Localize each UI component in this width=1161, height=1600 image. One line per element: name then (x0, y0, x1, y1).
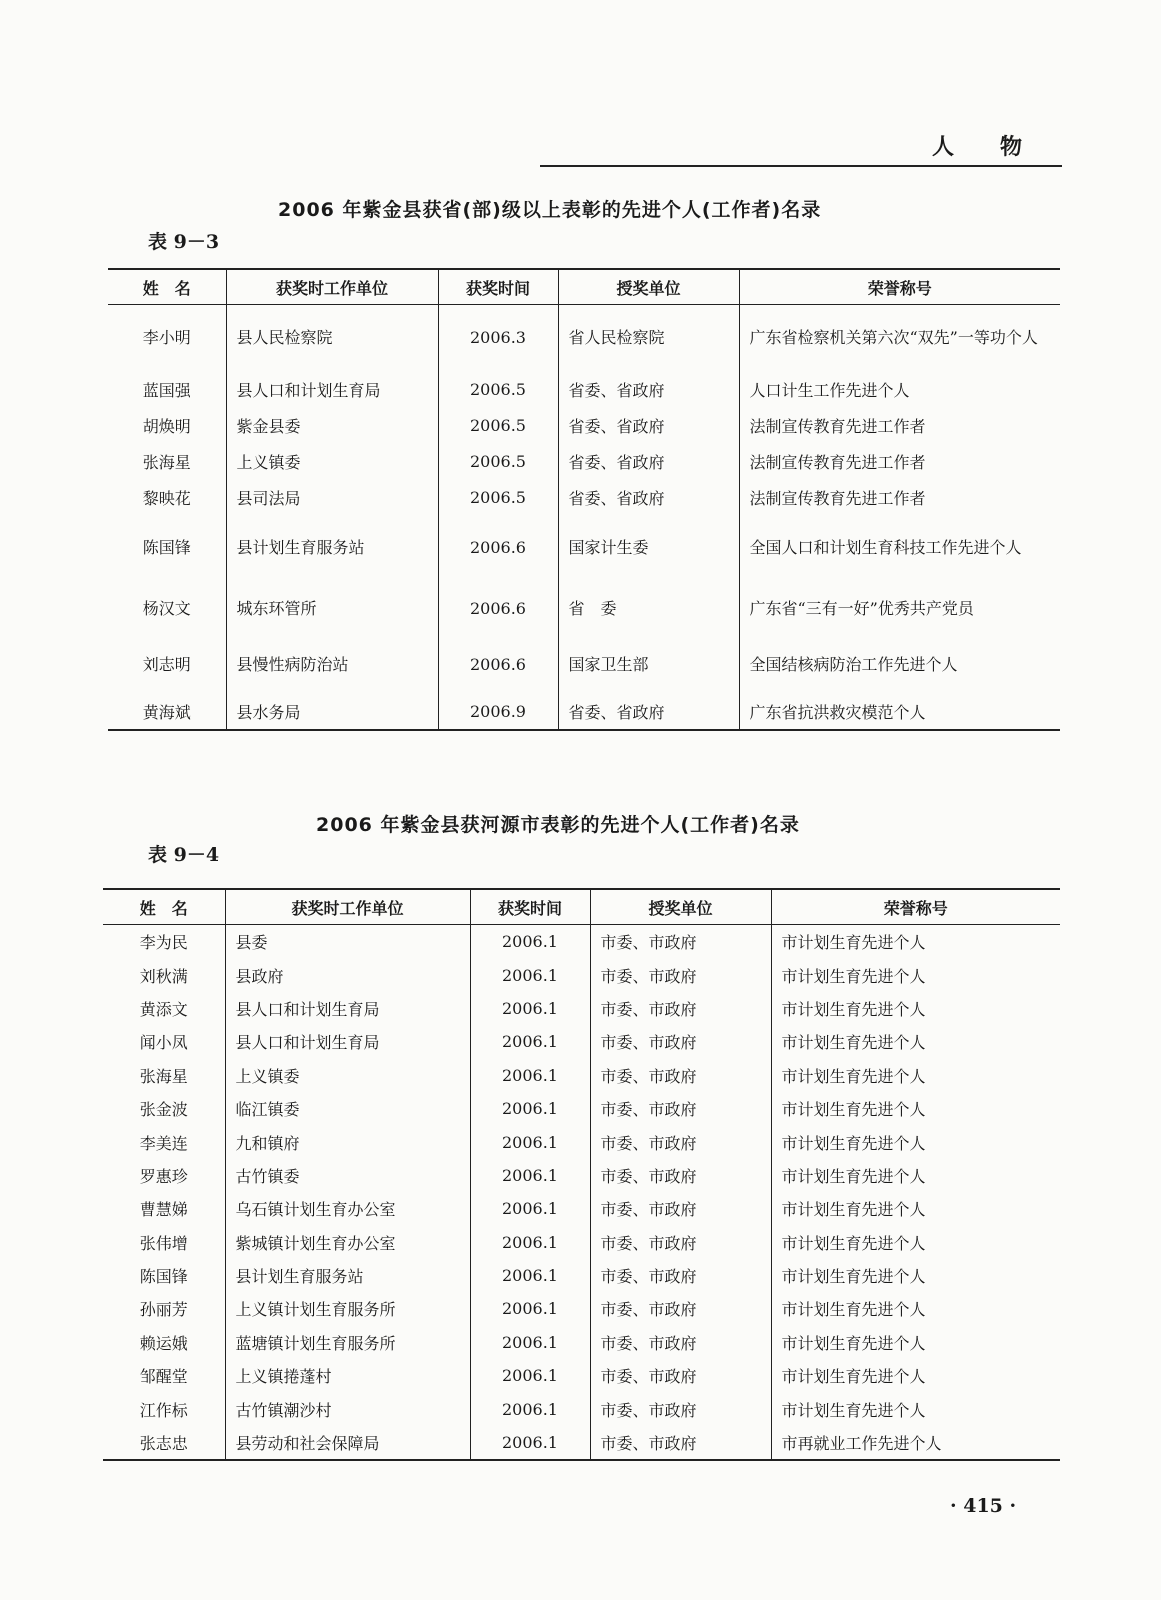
cell-honor: 市计划生育先进个人 (771, 992, 1060, 1025)
table-row (108, 479, 1060, 515)
column-header-unit: 获奖时工作单位 (225, 889, 470, 925)
table-row (103, 925, 1060, 959)
cell-grantor: 国家卫生部 (558, 637, 739, 693)
table-row (108, 637, 1060, 693)
cell-unit: 乌石镇计划生育办公室 (225, 1192, 470, 1225)
cell-date: 2006.1 (470, 925, 590, 959)
cell-name: 江作标 (139, 1400, 188, 1420)
cell-grantor: 省委、省政府 (558, 693, 739, 730)
cell-unit: 县司法局 (226, 479, 438, 515)
cell-honor: 市计划生育先进个人 (771, 1326, 1060, 1359)
cell-grantor: 市委、市政府 (590, 1359, 771, 1392)
cell-name: 张志忠 (139, 1434, 188, 1454)
cell-grantor: 市委、市政府 (590, 1159, 771, 1192)
column-header-grantor: 授奖单位 (590, 889, 771, 925)
cell-name: 蓝国强 (142, 380, 191, 400)
table-row (103, 1025, 1060, 1058)
cell-unit: 县人口和计划生育局 (225, 1025, 470, 1058)
cell-unit: 县人口和计划生育局 (226, 371, 438, 407)
cell-honor: 市计划生育先进个人 (771, 1226, 1060, 1259)
cell-honor: 法制宣传教育先进工作者 (739, 407, 1060, 443)
cell-date: 2006.1 (470, 992, 590, 1025)
cell-grantor: 市委、市政府 (590, 1426, 771, 1460)
cell-unit: 九和镇府 (225, 1125, 470, 1158)
table-row (103, 1092, 1060, 1125)
cell-name: 赖运娥 (139, 1333, 188, 1353)
cell-date: 2006.5 (438, 479, 558, 515)
cell-honor: 市计划生育先进个人 (771, 958, 1060, 991)
cell-grantor: 市委、市政府 (590, 925, 771, 959)
cell-grantor: 市委、市政府 (590, 1259, 771, 1292)
cell-unit: 上义镇捲蓬村 (225, 1359, 470, 1392)
table-row (103, 1226, 1060, 1259)
table-9-3 (108, 268, 1060, 731)
column-header-date: 获奖时间 (470, 889, 590, 925)
column-header-date: 获奖时间 (438, 269, 558, 305)
table-row (108, 581, 1060, 637)
cell-date: 2006.3 (438, 305, 558, 372)
cell-grantor: 市委、市政府 (590, 1392, 771, 1425)
cell-date: 2006.1 (470, 1326, 590, 1359)
cell-honor: 市计划生育先进个人 (771, 1392, 1060, 1425)
cell-name: 邹醒堂 (139, 1367, 188, 1387)
table-row (103, 1059, 1060, 1092)
cell-honor: 市计划生育先进个人 (771, 1359, 1060, 1392)
cell-unit: 紫城镇计划生育办公室 (225, 1226, 470, 1259)
table-row (103, 958, 1060, 991)
cell-unit: 县劳动和社会保障局 (225, 1426, 470, 1460)
table-row (103, 1292, 1060, 1325)
cell-honor: 广东省检察机关第六次“双先”一等功个人 (739, 305, 1060, 372)
cell-honor: 市再就业工作先进个人 (771, 1426, 1060, 1460)
table-9-4 (103, 888, 1060, 1461)
cell-unit: 县慢性病防治站 (226, 637, 438, 693)
table-row (103, 1259, 1060, 1292)
cell-unit: 县计划生育服务站 (225, 1259, 470, 1292)
cell-grantor: 市委、市政府 (590, 958, 771, 991)
cell-date: 2006.1 (470, 958, 590, 991)
cell-unit: 县人口和计划生育局 (225, 992, 470, 1025)
column-header-unit: 获奖时工作单位 (226, 269, 438, 305)
cell-honor: 全国人口和计划生育科技工作先进个人 (739, 515, 1060, 581)
cell-grantor: 国家计生委 (558, 515, 739, 581)
cell-date: 2006.6 (438, 581, 558, 637)
table-row (103, 1359, 1060, 1392)
table-row (103, 1125, 1060, 1158)
cell-unit: 上义镇委 (226, 443, 438, 479)
table-row (108, 693, 1060, 730)
cell-honor: 市计划生育先进个人 (771, 1259, 1060, 1292)
cell-date: 2006.1 (470, 1426, 590, 1460)
cell-date: 2006.1 (470, 1092, 590, 1125)
cell-date: 2006.1 (470, 1359, 590, 1392)
cell-grantor: 市委、市政府 (590, 1226, 771, 1259)
cell-date: 2006.1 (470, 1159, 590, 1192)
cell-name: 罗惠珍 (139, 1166, 188, 1186)
table-row (108, 407, 1060, 443)
cell-name: 黄添文 (139, 999, 188, 1019)
cell-grantor: 省人民检察院 (558, 305, 739, 372)
cell-unit: 紫金县委 (226, 407, 438, 443)
cell-grantor: 市委、市政府 (590, 1125, 771, 1158)
cell-date: 2006.1 (470, 1192, 590, 1225)
cell-honor: 法制宣传教育先进工作者 (739, 479, 1060, 515)
cell-name: 胡焕明 (142, 416, 191, 436)
cell-grantor: 省委、省政府 (558, 479, 739, 515)
section-title-char-2: 物 (1000, 135, 1023, 160)
cell-honor: 广东省抗洪救灾模范个人 (739, 693, 1060, 730)
table-row (108, 515, 1060, 581)
cell-date: 2006.5 (438, 371, 558, 407)
cell-name: 张金波 (139, 1100, 188, 1120)
cell-honor: 市计划生育先进个人 (771, 1025, 1060, 1058)
cell-date: 2006.6 (438, 637, 558, 693)
cell-unit: 县政府 (225, 958, 470, 991)
column-header-honor: 荣誉称号 (739, 269, 1060, 305)
cell-honor: 市计划生育先进个人 (771, 1159, 1060, 1192)
table-row (108, 305, 1060, 372)
cell-honor: 全国结核病防治工作先进个人 (739, 637, 1060, 693)
cell-honor: 市计划生育先进个人 (771, 1192, 1060, 1225)
cell-date: 2006.1 (470, 1125, 590, 1158)
cell-name: 刘秋满 (139, 966, 188, 986)
cell-unit: 古竹镇潮沙村 (225, 1392, 470, 1425)
cell-date: 2006.1 (470, 1392, 590, 1425)
column-header-grantor: 授奖单位 (558, 269, 739, 305)
cell-date: 2006.1 (470, 1292, 590, 1325)
table-row (103, 1192, 1060, 1225)
table-9-3-label: 表 9－3 (148, 231, 220, 253)
cell-unit: 城东环管所 (226, 581, 438, 637)
table-row (103, 992, 1060, 1025)
section-title-char-1: 人 (932, 135, 955, 160)
column-header-name: 姓 名 (103, 889, 225, 925)
cell-date: 2006.5 (438, 443, 558, 479)
cell-name: 刘志明 (142, 655, 191, 674)
cell-name: 曹慧娣 (139, 1200, 188, 1220)
cell-unit: 上义镇计划生育服务所 (225, 1292, 470, 1325)
table-9-3-caption: 2006 年紫金县获省(部)级以上表彰的先进个人(工作者)名录 (278, 199, 822, 221)
table-row (108, 371, 1060, 407)
cell-name: 黎映花 (142, 488, 191, 508)
cell-unit: 县人民检察院 (226, 305, 438, 372)
cell-name: 闻小凤 (139, 1033, 188, 1053)
cell-grantor: 市委、市政府 (590, 1092, 771, 1125)
cell-name: 张海星 (139, 1066, 188, 1086)
cell-date: 2006.1 (470, 1259, 590, 1292)
cell-honor: 市计划生育先进个人 (771, 1059, 1060, 1092)
cell-honor: 市计划生育先进个人 (771, 925, 1060, 959)
column-header-name: 姓 名 (108, 269, 226, 305)
cell-grantor: 市委、市政府 (590, 1326, 771, 1359)
cell-unit: 蓝塘镇计划生育服务所 (225, 1326, 470, 1359)
cell-name: 陈国锋 (139, 1267, 188, 1287)
cell-unit: 县计划生育服务站 (226, 515, 438, 581)
cell-grantor: 市委、市政府 (590, 1025, 771, 1058)
cell-honor: 市计划生育先进个人 (771, 1125, 1060, 1158)
cell-date: 2006.1 (470, 1226, 590, 1259)
table-row (108, 443, 1060, 479)
table-row (103, 1326, 1060, 1359)
cell-date: 2006.9 (438, 693, 558, 730)
cell-grantor: 省委、省政府 (558, 443, 739, 479)
cell-unit: 临江镇委 (225, 1092, 470, 1125)
cell-honor: 广东省“三有一好”优秀共产党员 (739, 581, 1060, 637)
cell-name: 李为民 (139, 933, 188, 953)
cell-honor: 人口计生工作先进个人 (739, 371, 1060, 407)
cell-name: 黄海斌 (142, 702, 191, 722)
cell-grantor: 市委、市政府 (590, 1192, 771, 1225)
cell-name: 张海星 (142, 452, 191, 472)
cell-grantor: 省委、省政府 (558, 407, 739, 443)
cell-unit: 县水务局 (226, 693, 438, 730)
cell-honor: 市计划生育先进个人 (771, 1092, 1060, 1125)
cell-unit: 县委 (225, 925, 470, 959)
table-row (103, 1159, 1060, 1192)
table-9-4-caption: 2006 年紫金县获河源市表彰的先进个人(工作者)名录 (316, 814, 800, 836)
column-header-honor: 荣誉称号 (771, 889, 1060, 925)
page-number: · 415 · (950, 1495, 1017, 1517)
cell-grantor: 市委、市政府 (590, 1059, 771, 1092)
cell-unit: 上义镇委 (225, 1059, 470, 1092)
cell-date: 2006.6 (438, 515, 558, 581)
cell-grantor: 省 委 (558, 581, 739, 637)
table-9-4-label: 表 9－4 (148, 844, 220, 866)
table-row (103, 1392, 1060, 1425)
cell-name: 李美连 (139, 1133, 188, 1153)
cell-grantor: 省委、省政府 (558, 371, 739, 407)
cell-name: 张伟增 (139, 1233, 188, 1253)
cell-date: 2006.1 (470, 1025, 590, 1058)
header-rule (540, 165, 1062, 167)
cell-name: 杨汉文 (142, 599, 191, 618)
table-row (103, 1426, 1060, 1460)
cell-date: 2006.5 (438, 407, 558, 443)
cell-unit: 古竹镇委 (225, 1159, 470, 1192)
cell-name: 李小明 (142, 328, 191, 347)
cell-name: 陈国锋 (142, 538, 191, 557)
cell-grantor: 市委、市政府 (590, 992, 771, 1025)
cell-honor: 市计划生育先进个人 (771, 1292, 1060, 1325)
cell-date: 2006.1 (470, 1059, 590, 1092)
cell-name: 孙丽芳 (139, 1300, 188, 1320)
cell-honor: 法制宣传教育先进工作者 (739, 443, 1060, 479)
cell-grantor: 市委、市政府 (590, 1292, 771, 1325)
